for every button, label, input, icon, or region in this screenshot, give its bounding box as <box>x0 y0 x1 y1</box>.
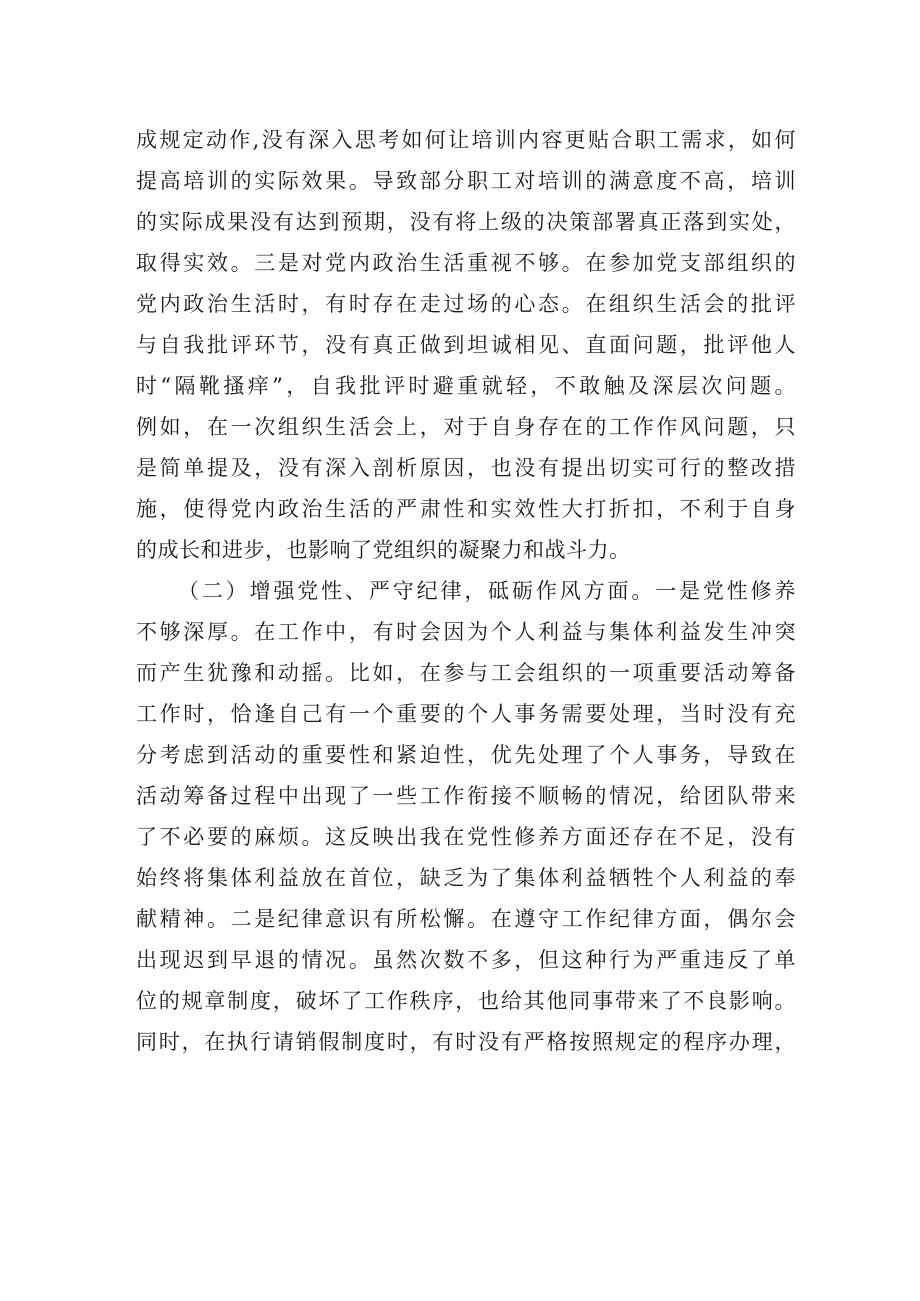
section-heading-line: （二）增强党性、严守纪律，砥砺作风方面。一是党性修养 <box>178 579 796 603</box>
body-text <box>136 120 796 1063</box>
text-line: 取得实效。三是对党内政治生活重视不够。在参加党支部组织的 <box>136 251 796 275</box>
text-line: 不够深厚。在工作中，有时会因为个人利益与集体利益发生冲突 <box>136 620 796 644</box>
text-line: 了不必要的麻烦。这反映出我在党性修养方面还存在不足，没有 <box>136 825 796 849</box>
text-line: 出现迟到早退的情况。虽然次数不多，但这种行为严重违反了单 <box>136 948 796 972</box>
text-line: 党内政治生活时，有时存在走过场的心态。在组织生活会的批评 <box>136 292 796 316</box>
text-line: 同时，在执行请销假制度时，有时没有严格按照规定的程序办理， <box>136 1030 796 1054</box>
text-line: 活动筹备过程中出现了一些工作衔接不顺畅的情况，给团队带来 <box>136 784 796 808</box>
text-line: 而产生犹豫和动摇。比如，在参与工会组织的一项重要活动筹备 <box>136 661 796 685</box>
text-line: 施，使得党内政治生活的严肃性和实效性大打折扣，不利于自身 <box>136 497 796 521</box>
text-line: 的实际成果没有达到预期，没有将上级的决策部署真正落到实处， <box>136 210 796 234</box>
text-line: 分考虑到活动的重要性和紧迫性，优先处理了个人事务，导致在 <box>136 743 796 767</box>
text-line: 时“隔靴搔痒”，自我批评时避重就轻，不敢触及深层次问题。 <box>136 374 796 398</box>
text-line: 献精神。二是纪律意识有所松懈。在遵守工作纪律方面，偶尔会 <box>136 907 796 931</box>
text-line: 工作时，恰逢自己有一个重要的个人事务需要处理，当时没有充 <box>136 702 796 726</box>
text-line: 提高培训的实际效果。导致部分职工对培训的满意度不高，培训 <box>136 169 796 193</box>
text-line: 的成长和进步，也影响了党组织的凝聚力和战斗力。 <box>136 538 631 562</box>
text-line: 成规定动作,没有深入思考如何让培训内容更贴合职工需求，如何 <box>136 128 796 152</box>
text-line: 与自我批评环节，没有真正做到坦诚相见、直面问题，批评他人 <box>136 333 796 357</box>
text-line: 位的规章制度，破坏了工作秩序，也给其他同事带来了不良影响。 <box>136 989 796 1013</box>
text-line: 例如，在一次组织生活会上，对于自身存在的工作作风问题，只 <box>136 415 796 439</box>
text-line: 始终将集体利益放在首位，缺乏为了集体利益牺牲个人利益的奉 <box>136 866 796 890</box>
text-line: 是简单提及，没有深入剖析原因，也没有提出切实可行的整改措 <box>136 456 796 480</box>
